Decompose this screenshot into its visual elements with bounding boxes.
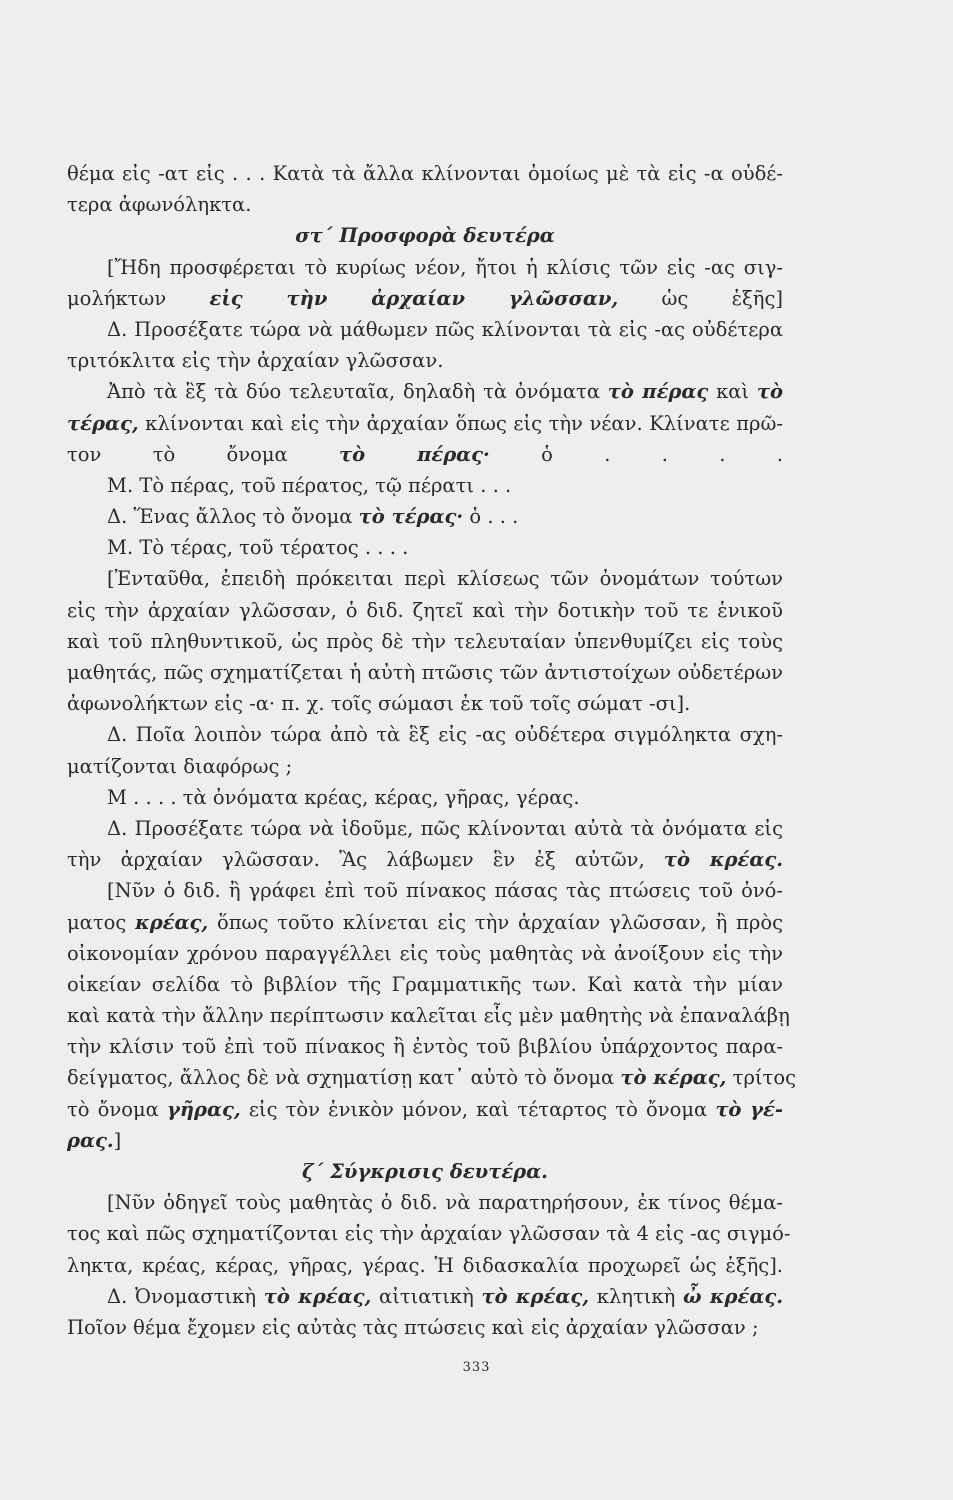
text-line: τὴν ἀρχαίαν γλῶσσαν. Ἂς λάβωμεν ἓν ἐξ αὐτῶν, τὸ κρέας.: [67, 848, 783, 872]
text-line: Μ. Τὸ τέρας, τοῦ τέρατος . . . .: [107, 536, 409, 560]
text-line: τέρας, κλίνονται καὶ εἰς τὴν ἀρχαίαν ὅπως εἰς τὴν νέαν. Κλίνατε πρῶ-: [67, 411, 783, 435]
bold-term: τὸ κέρας,: [620, 1066, 727, 1090]
text-line: τὴν κλίσιν τοῦ ἐπὶ τοῦ πίνακος ἢ ἐντὸς τοῦ βιβλίου ὑπάρχοντος παρα-: [67, 1035, 783, 1059]
bold-term: τὸ κρέας.: [663, 848, 783, 872]
text-line: καὶ κατὰ τὴν ἄλλην περίπτωσιν καλεῖται εἷς μὲν μαθητὴς νὰ ἐπαναλάβῃ: [67, 1004, 790, 1028]
bold-term: τὸ: [756, 380, 783, 404]
text-line: εἰς τὴν ἀρχαίαν γλῶσσαν, ὁ διδ. ζητεῖ καὶ τὴν δοτικὴν τοῦ τε ἑνικοῦ: [67, 598, 783, 622]
bold-term: γῆρας,: [167, 1097, 241, 1121]
text-line: Μ. Τὸ πέρας, τοῦ πέρατος, τῷ πέρατι . . .: [107, 473, 512, 497]
text-line: ἀφωνολήκτων εἰς -α· π. χ. τοῖς σώμασι ἐκ τοῦ τοῖς σώματ -σι].: [67, 692, 691, 716]
bold-term: τὸ κρέας,: [481, 1284, 590, 1308]
text-line: καὶ τοῦ πληθυντικοῦ, ὡς πρὸς δὲ τὴν τελευταίαν ὑπενθυμίζει εἰς τοὺς: [67, 629, 783, 653]
section-heading: στ΄ Προσφορὰ δευτέρα: [295, 224, 555, 248]
text-line: μολήκτων εἰς τὴν ἀρχαίαν γλῶσσαν, ὡς ἑξῆς]: [67, 286, 784, 310]
text-line: Ἀπὸ τὰ ἓξ τὰ δύο τελευταῖα, δηλαδὴ τὰ ὀνόματα τὸ πέρας καὶ τὸ: [107, 380, 783, 404]
text-line: Μ . . . . τὰ ὀνόματα κρέας, κέρας, γῆρας, γέρας.: [107, 785, 580, 809]
text-line: Δ. Ποῖα λοιπὸν τώρα ἀπὸ τὰ ἓξ εἰς -ας οὐδέτερα σιγμόληκτα σχη-: [107, 723, 783, 747]
bold-term: τὸ πέρας·: [339, 442, 490, 466]
text-line: μαθητάς, πῶς σχηματίζεται ἡ αὐτὴ πτῶσις τῶν ἀντιστοίχων οὐδετέρων: [67, 661, 783, 684]
text-line: Δ. Ὀνομαστικὴ τὸ κρέας, αἰτιατικὴ τὸ κρέας, κλητικὴ ὦ κρέας.: [107, 1284, 783, 1308]
text-line: τον τὸ ὄνομα τὸ πέρας· ὁ . . . .: [67, 442, 783, 466]
text-line: Δ. Ἕνας ἄλλος τὸ ὄνομα τὸ τέρας· ὁ . . .: [107, 505, 519, 529]
bold-term: τὸ τέρας·: [358, 505, 464, 529]
bold-term: τὸ πέρας: [607, 380, 709, 404]
text-line: τος καὶ πῶς σχηματίζονται εἰς τὴν ἀρχαίαν γλῶσσαν τὰ 4 εἰς -ας σιγμό-: [67, 1222, 791, 1246]
text-line: θέμα εἰς -ατ εἰς . . . Κατὰ τὰ ἄλλα κλίνονται ὁμοίως μὲ τὰ εἰς -α οὐδέ-: [67, 162, 783, 185]
bold-term: τὸ κρέας,: [263, 1284, 372, 1308]
text-line: ματος κρέας, ὅπως τοῦτο κλίνεται εἰς τὴν ἀρχαίαν γλῶσσαν, ἢ πρὸς: [67, 910, 784, 934]
text-line: οἰκονομίαν χρόνου παραγγέλλει εἰς τοὺς μαθητὰς νὰ ἀνοίξουν εἰς τὴν: [67, 941, 783, 965]
text-line: δείγματος, ἄλλος δὲ νὰ σχηματίσῃ κατ᾽ αὐτὸ τὸ ὄνομα τὸ κέρας, τρίτος: [67, 1066, 796, 1090]
text-line: ματίζονται διαφόρως ;: [67, 754, 293, 778]
text-line: [Ἐνταῦθα, ἐπειδὴ πρόκειται περὶ κλίσεως τῶν ὀνομάτων τούτων: [107, 567, 783, 591]
text-line: [Ἤδη προσφέρεται τὸ κυρίως νέον, ἤτοι ἡ κλίσις τῶν εἰς -ας σιγ-: [107, 255, 783, 279]
bold-term: ὦ κρέας.: [683, 1284, 783, 1308]
section-heading: ζ΄ Σύγκρισις δευτέρα.: [302, 1160, 548, 1183]
text-line: Ποῖον θέμα ἔχομεν εἰς αὐτὰς τὰς πτώσεις καὶ εἰς ἀρχαίαν γλῶσσαν ;: [67, 1315, 759, 1339]
text-line: τερα ἀφωνόληκτα.: [67, 193, 252, 217]
bold-term: εἰς τὴν ἀρχαίαν γλῶσσαν,: [209, 286, 619, 310]
text-line: Δ. Προσέξατε τώρα νὰ ἰδοῦμε, πῶς κλίνονται αὐτὰ τὰ ὀνόματα εἰς: [107, 816, 783, 840]
bold-term: ρας.: [67, 1128, 114, 1152]
bold-term: κρέας,: [135, 910, 209, 934]
text-line: ρας.]: [67, 1128, 122, 1152]
page-number: 333: [462, 1360, 491, 1375]
text-line: τὸ ὄνομα γῆρας, εἰς τὸν ἑνικὸν μόνον, καὶ τέταρτος τὸ ὄνομα τὸ γέ-: [67, 1097, 783, 1121]
text-line: οἰκείαν σελίδα τὸ βιβλίον τῆς Γραμματικῆς των. Καὶ κατὰ τὴν μίαν: [67, 972, 783, 996]
text-line: [Νῦν ὁ διδ. ἢ γράφει ἐπὶ τοῦ πίνακος πάσας τὰς πτώσεις τοῦ ὀνό-: [107, 879, 783, 903]
text-line: ληκτα, κρέας, κέρας, γῆρας, γέρας. Ἡ διδασκαλία προχωρεῖ ὡς ἑξῆς].: [67, 1253, 783, 1277]
body-text: [67, 158, 796, 1343]
bold-term: τὸ γέ-: [715, 1097, 783, 1121]
text-line: [Νῦν ὁδηγεῖ τοὺς μαθητὰς ὁ διδ. νὰ παρατηρήσουν, ἐκ τίνος θέμα-: [107, 1191, 783, 1215]
text-line: Δ. Προσέξατε τώρα νὰ μάθωμεν πῶς κλίνονται τὰ εἰς -ας οὐδέτερα: [107, 317, 783, 341]
text-line: τριτόκλιτα εἰς τὴν ἀρχαίαν γλῶσσαν.: [67, 349, 444, 373]
bold-term: τέρας,: [67, 411, 139, 435]
